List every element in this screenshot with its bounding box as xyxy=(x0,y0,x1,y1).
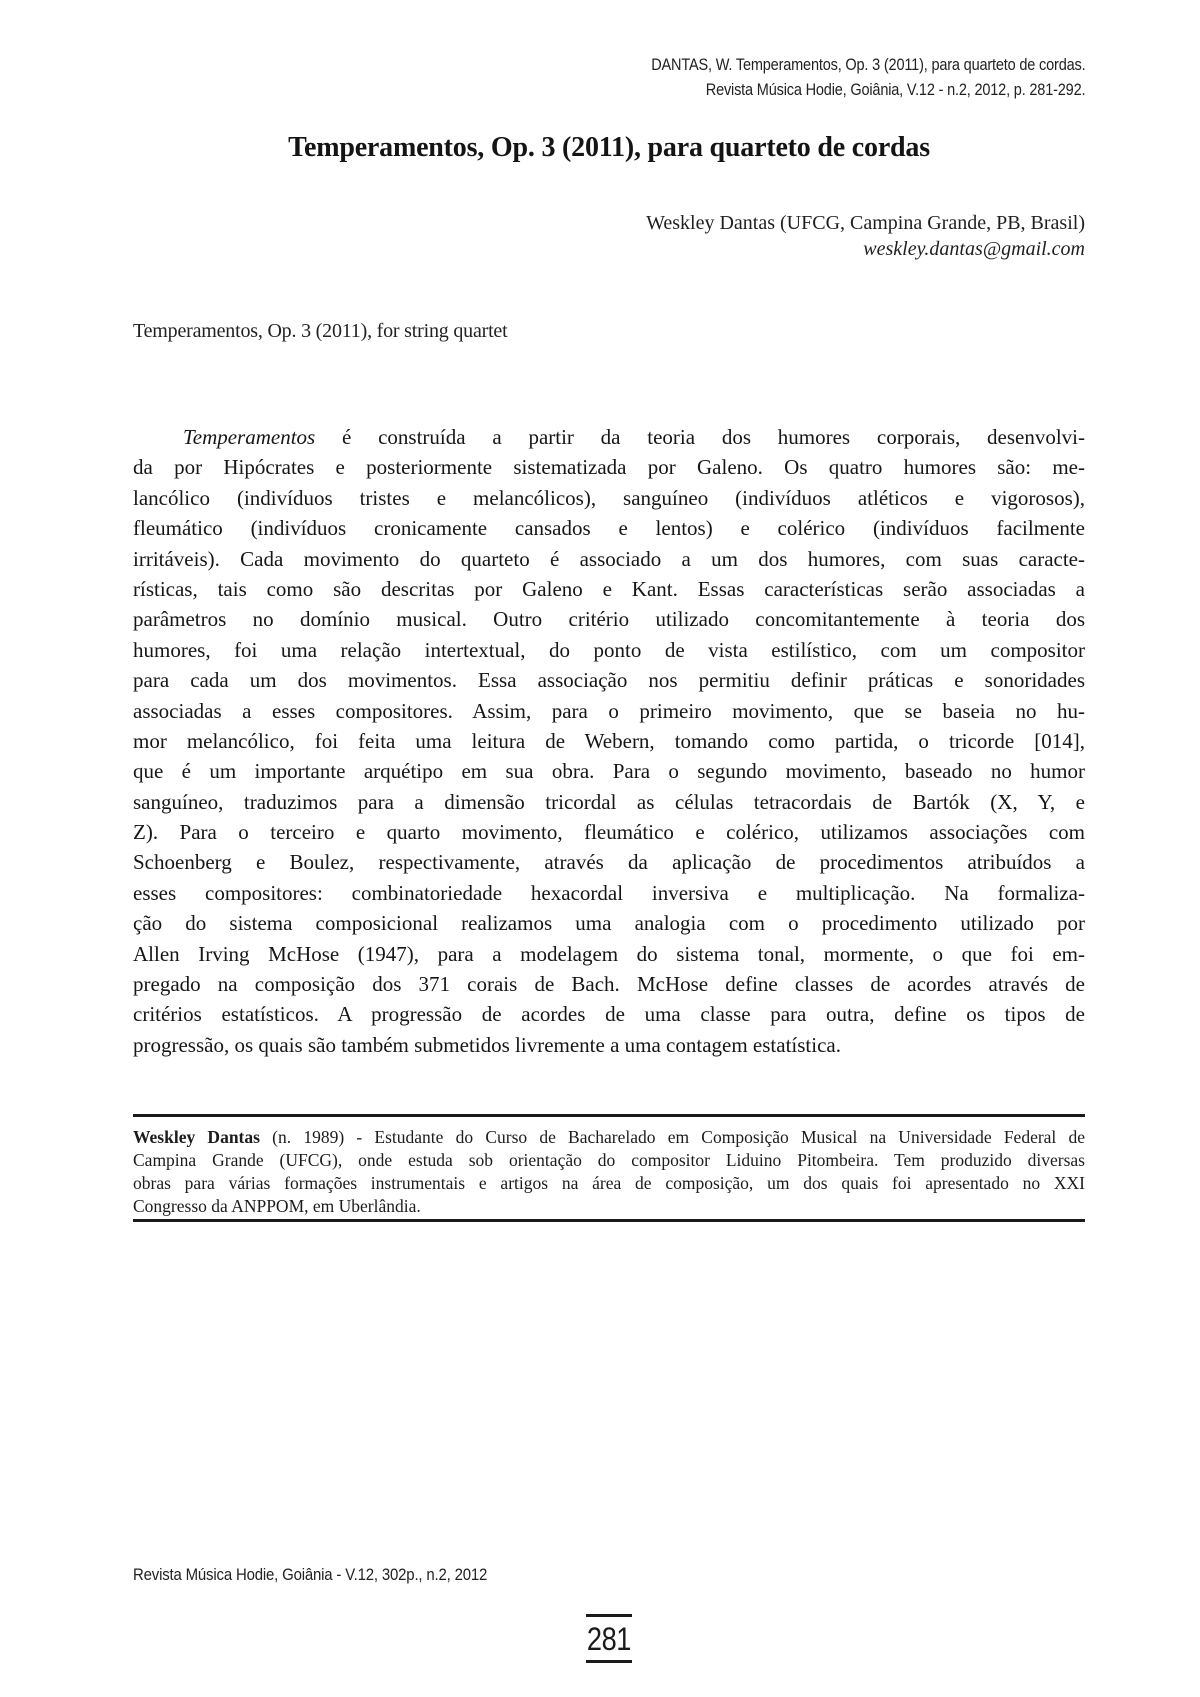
citation-header xyxy=(592,53,1085,103)
abstract-line: lancólico (indivíduos tristes e melancólicos), sanguíneo (indivíduos atléticos e vigorosos), xyxy=(133,485,1085,510)
citation-line-2: Revista Música Hodie, Goiânia, V.12 - n.2, 2012, p. 281-292. xyxy=(705,81,1085,99)
english-title: Temperamentos, Op. 3 (2011), for string quartet xyxy=(133,320,508,342)
author-bio xyxy=(133,1126,1085,1218)
bio-line: obras para várias formações instrumentais e artigos na área de composição, um dos quais foi apresentado no XXI xyxy=(133,1173,1085,1193)
abstract-line: Allen Irving McHose (1947), para a modelagem do sistema tonal, mormente, o que foi em- xyxy=(133,941,1085,966)
abstract-line: associadas a esses compositores. Assim, para o primeiro movimento, que se baseia no hu- xyxy=(133,698,1085,723)
citation-line-1: DANTAS, W. Temperamentos, Op. 3 (2011), para quarteto de cordas. xyxy=(650,56,1085,74)
bio-line: Weskley Dantas (n. 1989) - Estudante do Curso de Bacharelado em Composição Musical na Universidade Federal de xyxy=(133,1127,1086,1147)
page-number-rule-bottom xyxy=(586,1660,632,1663)
bio-separator-top xyxy=(133,1114,1085,1117)
abstract-line: parâmetros no domínio musical. Outro critério utilizado concomitantemente à teoria dos xyxy=(133,607,1085,632)
abstract-line: esses compositores: combinatoriedade hexacordal inversiva e multiplicação. Na formaliza- xyxy=(133,880,1085,905)
abstract-line: irritáveis). Cada movimento do quarteto é associado a um dos humores, com suas caracte- xyxy=(133,546,1085,571)
abstract-line: Z). Para o terceiro e quarto movimento, fleumático e colérico, utilizamos associações com xyxy=(133,820,1085,845)
abstract-line: da por Hipócrates e posteriormente sistematizada por Galeno. Os quatro humores são: me- xyxy=(133,455,1085,480)
abstract-line: que é um importante arquétipo em sua obra. Para o segundo movimento, baseado no humor xyxy=(133,759,1085,784)
abstract-line: Temperamentos é construída a partir da teoria dos humores corporais, desenvolvi- xyxy=(183,425,1086,449)
abstract xyxy=(133,422,1085,1060)
abstract-line: mor melancólico, foi feita uma leitura de Webern, tomando como partida, o tricorde [014], xyxy=(133,728,1085,753)
abstract-line: critérios estatísticos. A progressão de acordes de uma classe para outra, define os tipos de xyxy=(133,1002,1085,1027)
abstract-line: para cada um dos movimentos. Essa associação nos permitiu definir práticas e sonoridades xyxy=(133,668,1085,693)
abstract-line: fleumático (indivíduos cronicamente cansados e lentos) e colérico (indivíduos facilmente xyxy=(133,516,1085,541)
abstract-line: ção do sistema composicional realizamos uma analogia com o procedimento utilizado por xyxy=(133,911,1085,936)
author-block xyxy=(646,210,1085,262)
abstract-line: humores, foi uma relação intertextual, do ponto de vista estilístico, com um compositor xyxy=(133,637,1085,662)
bio-author-name: Weskley Dantas xyxy=(133,1127,260,1147)
bio-line: Congresso da ANPPOM, em Uberlândia. xyxy=(133,1196,421,1216)
bio-separator-bottom xyxy=(133,1219,1085,1222)
abstract-line: progressão, os quais são também submetidos livremente a uma contagem estatística. xyxy=(133,1032,841,1057)
journal-footer: Revista Música Hodie, Goiânia - V.12, 302p., n.2, 2012 xyxy=(133,1565,488,1584)
author-email: weskley.dantas@gmail.com xyxy=(863,238,1085,260)
abstract-line: Schoenberg e Boulez, respectivamente, através da aplicação de procedimentos atribuídos a xyxy=(133,850,1085,875)
page-number: 281 xyxy=(586,1621,632,1657)
abstract-line: pregado na composição dos 371 corais de Bach. McHose define classes de acordes através de xyxy=(133,972,1085,997)
article-title: Temperamentos, Op. 3 (2011), para quarteto de cordas xyxy=(288,132,930,163)
page-number-rule-top xyxy=(586,1614,632,1617)
abstract-line: rísticas, tais como são descritas por Galeno e Kant. Essas características serão associadas a xyxy=(133,576,1085,601)
author-name-affiliation: Weskley Dantas (UFCG, Campina Grande, PB, Brasil) xyxy=(646,212,1085,234)
page-number-block xyxy=(133,1614,1085,1663)
bio-line: Campina Grande (UFCG), onde estuda sob orientação do compositor Liduino Pitombeira. Tem produzido diversas xyxy=(133,1150,1085,1170)
abstract-line: sanguíneo, traduzimos para a dimensão tricordal as células tetracordais de Bartók (X, Y, e xyxy=(133,789,1085,814)
abstract-lead-word: Temperamentos xyxy=(183,425,316,449)
